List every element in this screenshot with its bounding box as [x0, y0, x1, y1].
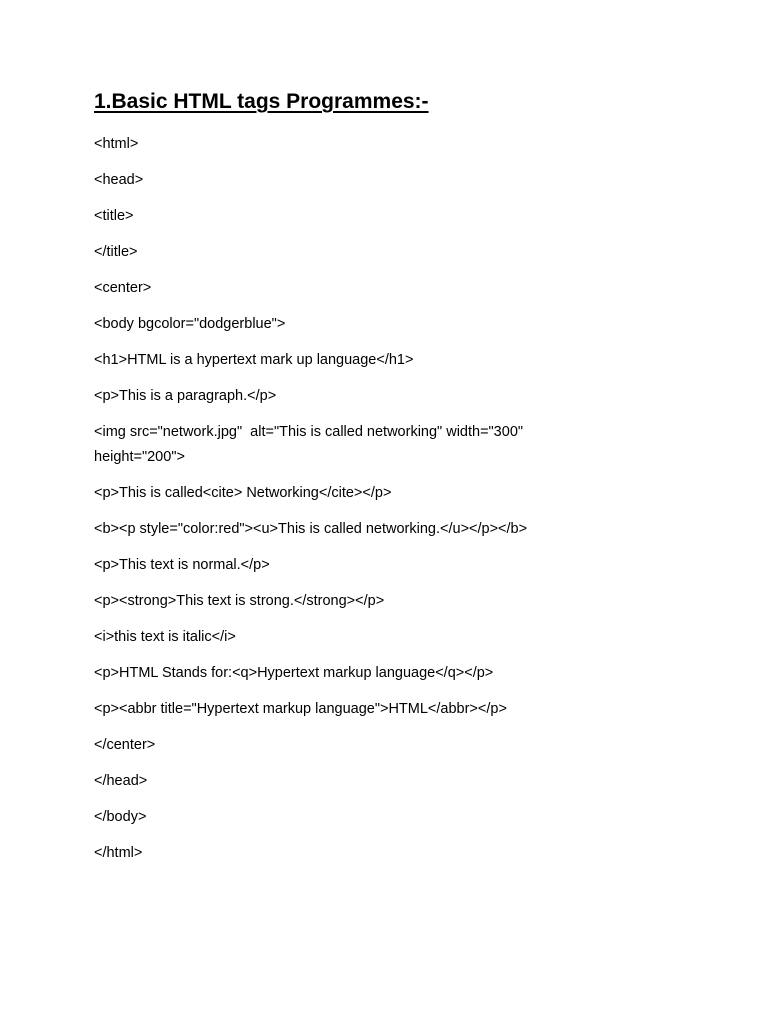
page-title: 1.Basic HTML tags Programmes:-	[94, 90, 429, 113]
code-line: <h1>HTML is a hypertext mark up language</h1>	[94, 352, 414, 368]
code-line: </body>	[94, 809, 147, 825]
code-line: </head>	[94, 773, 148, 789]
code-line: <p>This is a paragraph.</p>	[94, 388, 277, 404]
code-line: <p>HTML Stands for:<q>Hypertext markup language</q></p>	[94, 665, 494, 681]
code-line: <b><p style="color:red"><u>This is called networking.</u></p></b>	[94, 521, 528, 537]
code-line: <p><strong>This text is strong.</strong></p>	[94, 593, 385, 609]
code-line: </title>	[94, 244, 138, 260]
code-line: <p>This is called<cite> Networking</cite></p>	[94, 485, 392, 501]
code-line: <head>	[94, 172, 144, 188]
code-line: <p>This text is normal.</p>	[94, 557, 270, 573]
code-line: <i>this text is italic</i>	[94, 629, 236, 645]
code-line: <p><abbr title="Hypertext markup language">HTML</abbr></p>	[94, 701, 507, 717]
code-line: height="200">	[94, 449, 185, 465]
code-line: </html>	[94, 845, 143, 861]
code-line: <img src="network.jpg" alt="This is called networking" width="300"	[94, 424, 524, 440]
code-line: <body bgcolor="dodgerblue">	[94, 316, 286, 332]
code-line: <title>	[94, 208, 134, 224]
code-line: <center>	[94, 280, 152, 296]
code-line: </center>	[94, 737, 156, 753]
code-line: <html>	[94, 136, 139, 152]
